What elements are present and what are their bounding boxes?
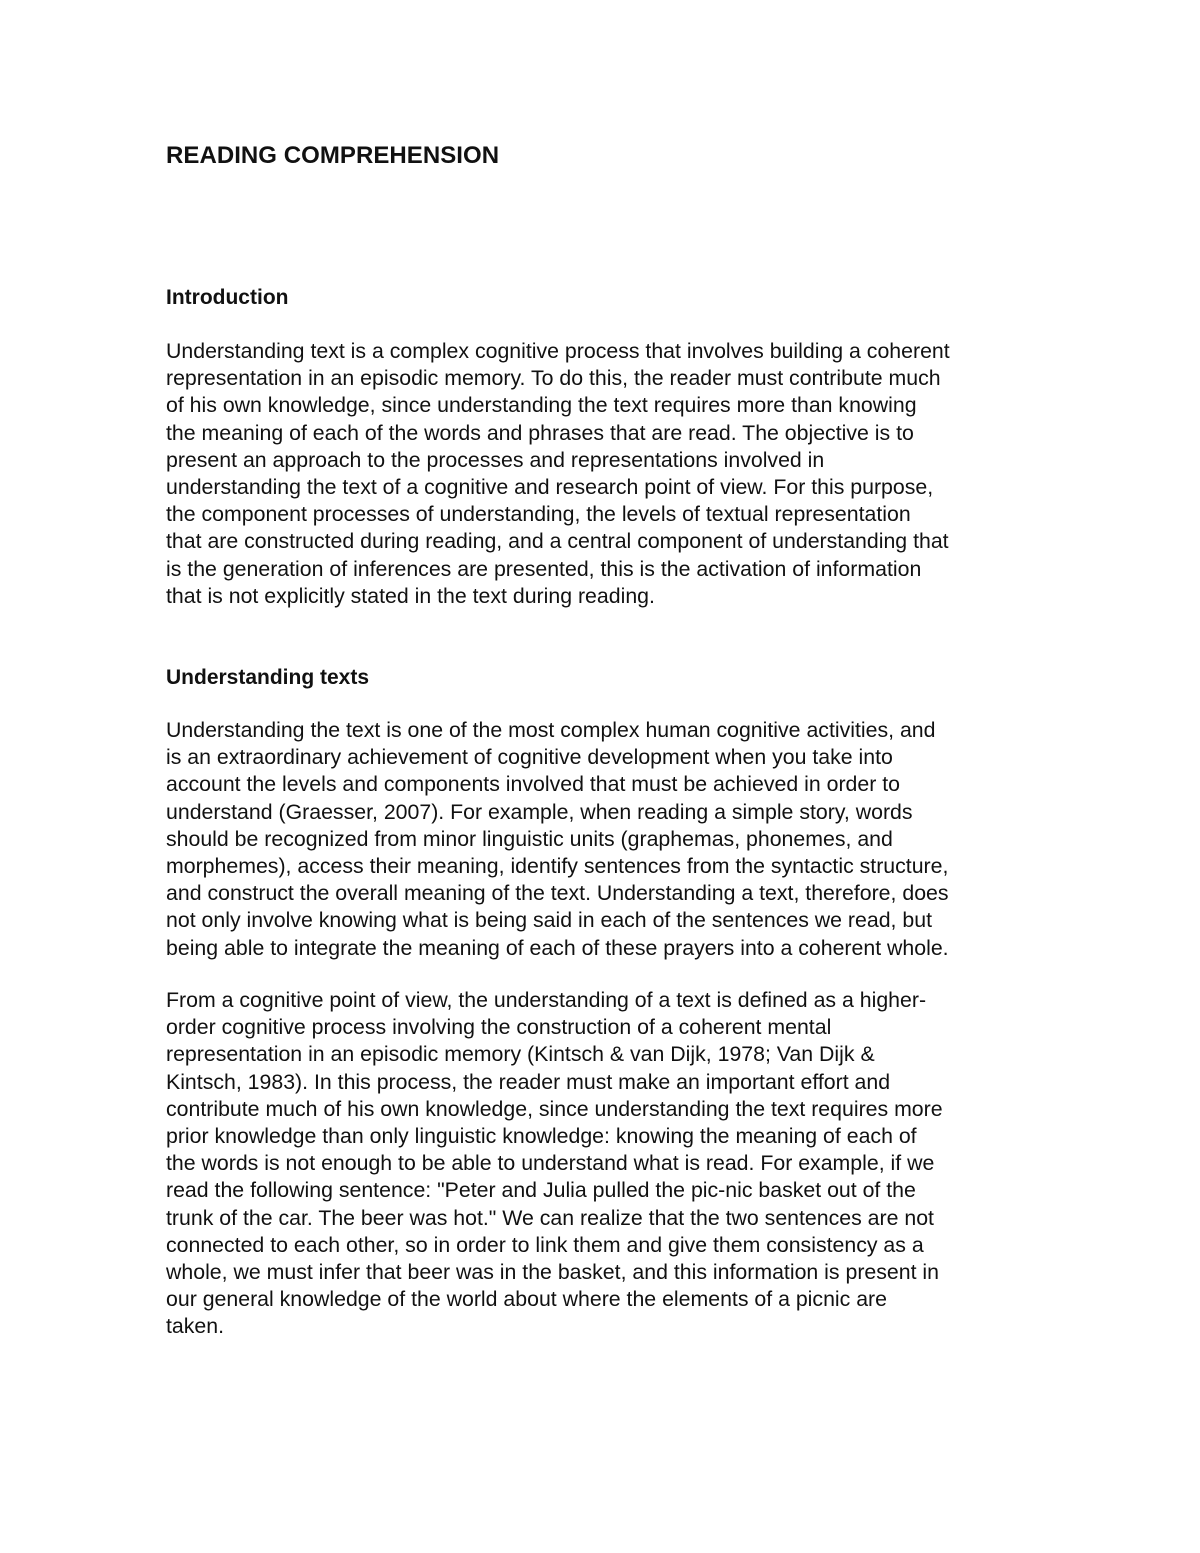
text-line: representation in an episodic memory. To do this, the reader must contribute much [166,366,941,391]
text-line: not only involve knowing what is being said in each of the sentences we read, but [166,908,932,933]
paragraph-understanding-texts-1 [166,717,1126,962]
text-line: our general knowledge of the world about where the elements of a picnic are [166,1287,887,1312]
text-line: From a cognitive point of view, the understanding of a text is defined as a higher- [166,988,927,1012]
text-line: order cognitive process involving the construction of a coherent mental [166,1015,832,1040]
section-heading-introduction: Introduction [166,286,289,309]
text-line: whole, we must infer that beer was in the basket, and this information is present in [166,1260,940,1285]
text-line: Kintsch, 1983). In this process, the reader must make an important effort and [166,1069,891,1094]
text-line: the component processes of understanding, the levels of textual representation [166,502,911,527]
text-line: Understanding the text is one of the most complex human cognitive activities, and [166,718,936,742]
document-title: READING COMPREHENSION [166,142,500,169]
text-line: the words is not enough to be able to understand what is read. For example, if we [166,1151,935,1176]
text-line: that is not explicitly stated in the text during reading. [166,583,655,608]
section-heading-understanding-texts: Understanding texts [166,666,370,689]
text-line: read the following sentence: "Peter and Julia pulled the pic-nic basket out of the [166,1178,916,1203]
text-line: that are constructed during reading, and a central component of understanding that [166,529,949,554]
text-line: taken. [166,1314,225,1339]
text-line: morphemes), access their meaning, identify sentences from the syntactic structure, [166,854,949,879]
paragraph-introduction [166,338,1126,610]
text-line: prior knowledge than only linguistic knowledge: knowing the meaning of each of [166,1124,917,1149]
text-line: of his own knowledge, since understanding the text requires more than knowing [166,393,917,418]
paragraph-understanding-texts-2 [166,987,1126,1341]
text-line: being able to integrate the meaning of each of these prayers into a coherent whole. [166,935,949,960]
text-line: understanding the text of a cognitive and research point of view. For this purpose, [166,475,934,500]
text-line: trunk of the car. The beer was hot." We can realize that the two sentences are not [166,1205,934,1230]
text-line: and construct the overall meaning of the text. Understanding a text, therefore, does [166,881,949,906]
text-line: Understanding text is a complex cognitive process that involves building a coherent [166,339,950,363]
text-line: the meaning of each of the words and phrases that are read. The objective is to [166,420,914,445]
text-line: connected to each other, so in order to link them and give them consistency as a [166,1232,924,1257]
text-line: account the levels and components involved that must be achieved in order to [166,772,901,797]
text-line: is the generation of inferences are presented, this is the activation of information [166,556,922,581]
text-line: contribute much of his own knowledge, since understanding the text requires more [166,1096,943,1121]
text-line: should be recognized from minor linguistic units (graphemas, phonemes, and [166,826,893,851]
text-line: understand (Graesser, 2007). For example, when reading a simple story, words [166,799,913,824]
text-line: is an extraordinary achievement of cognitive development when you take into [166,745,893,770]
text-line: present an approach to the processes and representations involved in [166,447,825,472]
text-line: representation in an episodic memory (Kintsch & van Dijk, 1978; Van Dijk & [166,1042,875,1067]
